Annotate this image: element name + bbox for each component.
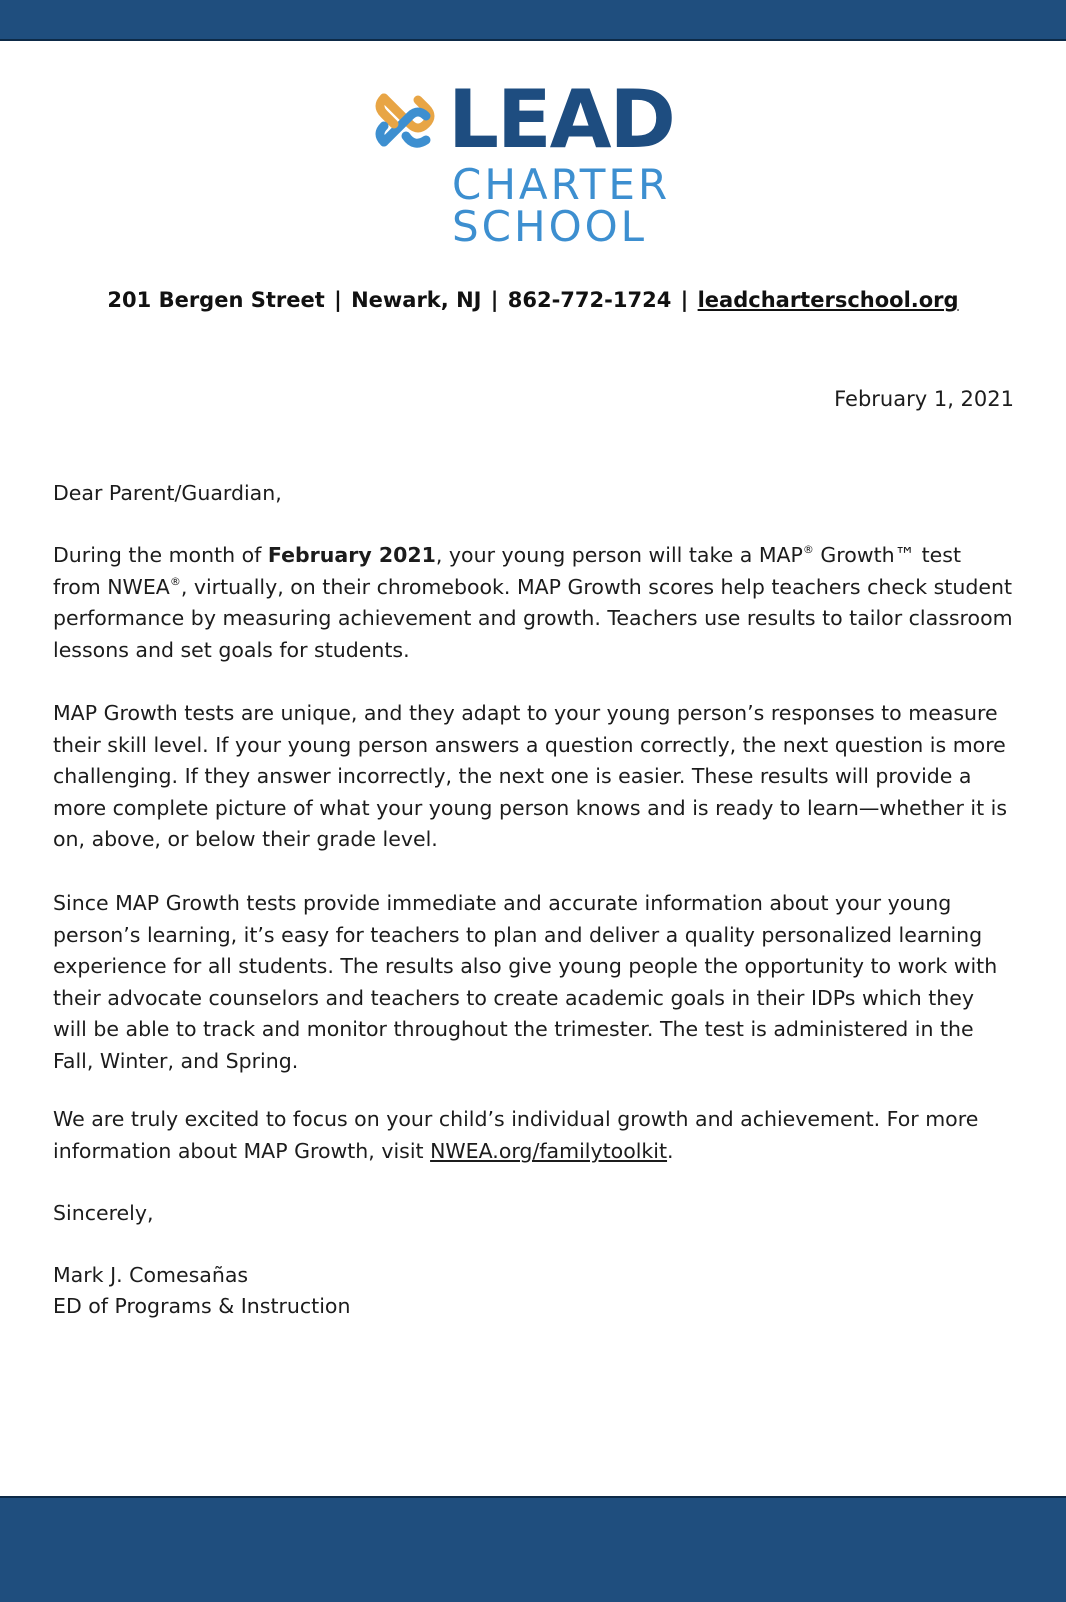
logo-text-lead: LEAD (448, 73, 674, 166)
family-toolkit-link[interactable]: NWEA.org/familytoolkit (430, 1138, 668, 1163)
city-state: Newark, NJ (351, 288, 482, 312)
phone-number: 862-772-1724 (507, 288, 672, 312)
top-banner (0, 0, 1066, 41)
para4-text: We are truly excited to focus on your child’s individual growth and achievement. For more information about MAP Growth, visit (53, 1107, 979, 1163)
salutation: Dear Parent/Guardian, (53, 481, 282, 505)
street-address: 201 Bergen Street (107, 288, 325, 312)
separator: | (334, 288, 342, 312)
test-month: February 2021 (267, 543, 436, 567)
signer-name: Mark J. Comesañas (53, 1263, 249, 1287)
logo-text-charter: CHARTER (452, 160, 671, 209)
signer-title: ED of Programs & Instruction (53, 1294, 351, 1318)
para1-text: , your young person will take a MAP (435, 543, 803, 567)
paragraph-4 (53, 1104, 1013, 1167)
bottom-banner (0, 1496, 1066, 1602)
para1-text: , virtually, on their chromebook. MAP Growth scores help teachers check student performance by measuring achievement and growth. Teachers use results to tailor classroom lessons and set goals for students. (53, 574, 1013, 662)
separator: | (490, 288, 499, 312)
registered-mark: ® (169, 574, 181, 588)
letter-date: February 1, 2021 (834, 387, 1014, 411)
closing: Sincerely, (53, 1201, 154, 1225)
website-link[interactable]: leadcharterschool.org (697, 288, 959, 312)
paragraph-2: MAP Growth tests are unique, and they adapt to your young person’s responses to measure their skill level. If your young person answers a question correctly, the next question is more challenging. If they answer incorrectly, the next one is easier. These results will provide a more complete picture of what your young person knows and is ready to learn—whether it is on, above, or below their grade level. (53, 701, 1008, 851)
paragraph-3: Since MAP Growth tests provide immediate and accurate information about your young person’s learning, it’s easy for teachers to plan and deliver a quality personalized learning experience for all students. The results also give young people the opportunity to work with their advocate counselors and teachers to create academic goals in their IDPs which they will be able to track and monitor throughout the trimester. The test is administered in the Fall, Winter, and Spring. (53, 891, 998, 1073)
school-logo (370, 73, 710, 251)
para4-end: . (667, 1138, 674, 1163)
para1-text: During the month of (53, 543, 268, 567)
separator: | (680, 288, 689, 312)
logo-text-school: SCHOOL (452, 202, 648, 251)
registered-mark: ® (802, 543, 814, 556)
paragraph-1 (53, 540, 1013, 666)
contact-line (0, 285, 1066, 315)
para1-text: Growth™ test from NWEA (53, 543, 962, 599)
lead-knot-icon (370, 84, 442, 156)
